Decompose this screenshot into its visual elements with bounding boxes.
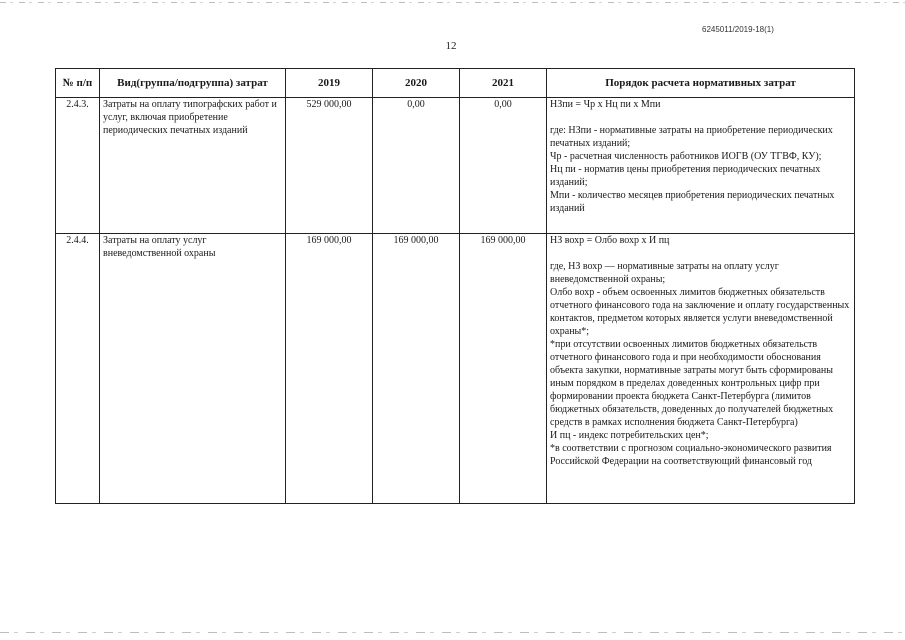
row-number: 2.4.3. — [56, 98, 100, 234]
method-line: где, НЗ вохр — нормативные затраты на оплату услуг вневедомственной охраны; — [550, 261, 779, 285]
header-2021: 2021 — [460, 69, 547, 98]
table-row — [56, 98, 855, 234]
header-2019: 2019 — [286, 69, 373, 98]
row-number: 2.4.4. — [56, 234, 100, 504]
method-line: Нц пи - норматив цены приобретения периодических печатных изданий; — [550, 164, 821, 188]
header-num: № п/п — [56, 69, 100, 98]
method-formula: НЗпи = Чр х Нц пи х Мпи — [550, 99, 661, 110]
value-2020: 169 000,00 — [373, 234, 460, 504]
value-2020: 0,00 — [373, 98, 460, 234]
scan-artifact-top — [0, 2, 905, 3]
cost-type: Затраты на оплату услуг вневедомственной охраны — [100, 234, 286, 504]
header-method: Порядок расчета нормативных затрат — [547, 69, 855, 98]
value-2019: 169 000,00 — [286, 234, 373, 504]
document-id: 6245011/2019-18(1) — [702, 25, 774, 34]
method-spacer — [550, 247, 851, 260]
method-line: Чр - расчетная численность работников ИОГВ (ОУ ТГВФ, КУ); — [550, 151, 822, 162]
value-2021: 0,00 — [460, 98, 547, 234]
method-formula: НЗ вохр = Олбо вохр х И пц — [550, 235, 670, 246]
budget-table — [55, 68, 855, 504]
method-spacer — [550, 111, 851, 124]
header-type: Вид(группа/подгруппа) затрат — [100, 69, 286, 98]
cost-type: Затраты на оплату типографских работ и услуг, включая приобретение периодических печатных изданий — [100, 98, 286, 234]
method-line: *при отсутствии освоенных лимитов бюджетных обязательств отчетного финансового года и при необходимости обоснования объекта закупки, нормативные затраты могут быть сформированы иным порядком в пределах доведенных контрольных цифр при формировании проекта бюджета Санкт-Петербурга (лимитов бюджетных обязательств, доведенных до получателей бюджетных средств в рамках исполнения бюджета Санкт-Петербурга) — [550, 339, 834, 428]
table-header-row — [56, 69, 855, 98]
calculation-method — [547, 98, 855, 234]
method-line: где: НЗпи - нормативные затраты на приобретение периодических печатных изданий; — [550, 125, 833, 149]
header-2020: 2020 — [373, 69, 460, 98]
method-line: *в соответствии с прогнозом социально-экономического развития Российской Федерации на соответствующий финансовый год — [550, 443, 832, 467]
method-line: И пц - индекс потребительских цен*; — [550, 430, 709, 441]
value-2019: 529 000,00 — [286, 98, 373, 234]
scan-artifact-bottom — [0, 632, 905, 633]
table-row — [56, 234, 855, 504]
method-line: Олбо вохр - объем освоенных лимитов бюджетных обязательств отчетного финансового года на заключение и оплату государственных контактов, предметом которых является услуги вневедомственной охраны*; — [550, 287, 850, 337]
calculation-method — [547, 234, 855, 504]
method-line: Мпи - количество месяцев приобретения периодических печатных изданий — [550, 190, 835, 214]
page-number: 12 — [445, 40, 457, 52]
value-2021: 169 000,00 — [460, 234, 547, 504]
